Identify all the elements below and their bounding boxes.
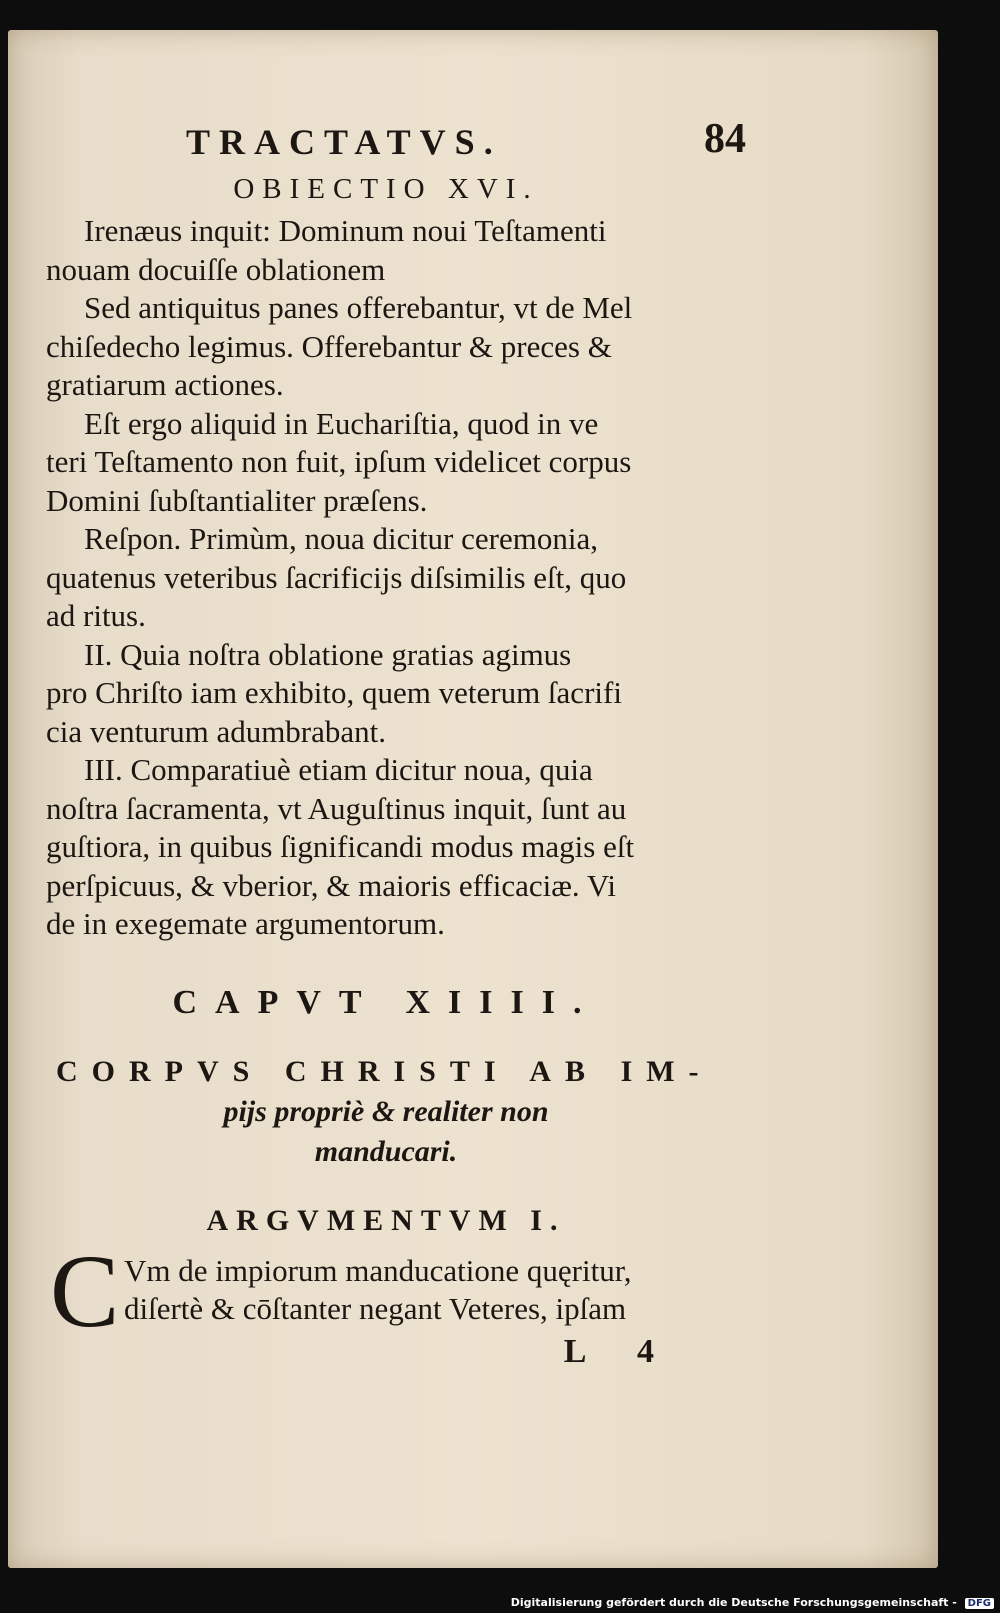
running-head-title: TRACTATVS.	[186, 122, 502, 162]
argument-line: diſertè & cōſtanter negant Veteres, ipſam	[124, 1291, 627, 1326]
dfg-logo: DFG	[965, 1598, 994, 1609]
objection-heading: OBIECTIO XVI.	[233, 173, 539, 205]
response-line: Reſpon. Primùm, noua dicitur ceremonia,	[84, 521, 598, 556]
response-line: III. Comparatiuè etiam dicitur noua, quia	[84, 752, 593, 787]
digitization-credit	[0, 1596, 1000, 1609]
page-text-block	[46, 115, 746, 1371]
response-line: guſtiora, in quibus ſignificandi modus magis eſt	[46, 829, 635, 864]
objection-line: chiſedecho legimus. Offerebantur & preces &	[46, 328, 612, 364]
objection-line: Irenæus inquit: Dominum noui Teſtamenti	[84, 213, 607, 248]
argument-opening	[46, 1233, 726, 1349]
chapter-title-caps: CORPVS CHRISTI AB IM-	[56, 1054, 713, 1088]
objection-line: gratiarum actiones.	[46, 367, 284, 402]
objection-line: teri Teſtamento non fuit, ipſum videlicet corpus	[46, 444, 632, 479]
response-line: II. Quia noſtra oblatione gratias agimus	[84, 636, 572, 672]
argument-line: Vm de impiorum manducatione quęritur,	[124, 1252, 632, 1288]
response-line: ad ritus.	[46, 598, 146, 633]
page-number: 84	[704, 116, 746, 162]
objection-line: Eſt ergo aliquid in Euchariſtia, quod in ve	[84, 405, 599, 441]
objection-line: Domini ſubſtantialiter præſens.	[46, 482, 428, 518]
chapter-heading: CAPVT XIIII.	[172, 983, 600, 1021]
response-line: noſtra ſacramenta, vt Auguſtinus inquit, ſunt au	[46, 790, 627, 826]
chapter-title-italic: manducari.	[314, 1134, 458, 1168]
response-line: perſpicuus, & vberior, & maioris efficaciæ. Vi	[46, 867, 616, 903]
response-line: pro Chriſto iam exhibito, quem veterum ſacrifi	[46, 675, 622, 710]
response-line: de in exegemate argumentorum.	[46, 906, 445, 941]
book-page	[8, 30, 938, 1568]
objection-line: Sed antiquitus panes offerebantur, vt de Mel	[84, 290, 633, 325]
signature-mark: L 4	[563, 1332, 676, 1370]
argument-heading: ARGVMENTVM I.	[206, 1203, 566, 1237]
drop-cap: C	[50, 1233, 120, 1349]
chapter-title-italic: pijs propriè & realiter non	[223, 1094, 549, 1128]
response-line: cia venturum adumbrabant.	[46, 713, 387, 749]
objection-line: nouam docuiſſe oblationem	[46, 251, 386, 287]
response-line: quatenus veteribus ſacrificijs diſsimilis eſt, quo	[46, 559, 627, 595]
digitization-credit-text: Digitalisierung gefördert durch die Deutsche Forschungsgemeinschaft -	[510, 1596, 957, 1609]
running-head	[46, 115, 746, 173]
